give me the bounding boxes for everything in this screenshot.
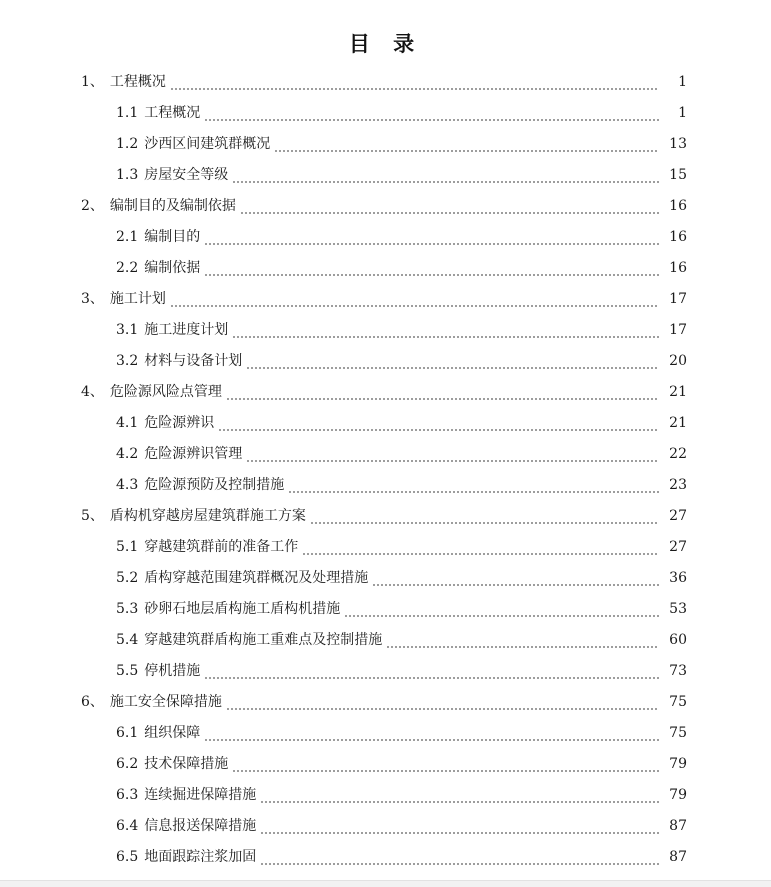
dot-leader (302, 537, 659, 557)
toc-entry-page: 21 (669, 414, 687, 431)
toc-entry-number: 4.1 (116, 414, 139, 431)
toc-entry-text: 施工进度计划 (144, 321, 229, 338)
dot-leader (218, 413, 659, 433)
toc-entry-number: 5.2 (116, 569, 139, 586)
toc-entry-page: 16 (669, 228, 687, 245)
toc-entry[interactable] (0, 190, 771, 221)
toc-entry[interactable] (0, 97, 771, 128)
toc-entry-label (116, 599, 342, 619)
dot-leader (204, 258, 659, 278)
toc-entry[interactable] (0, 779, 771, 810)
toc-entry-page: 15 (669, 166, 687, 183)
toc-entry-page: 79 (669, 755, 687, 772)
toc-entry-label (116, 227, 202, 247)
toc-entry-label (116, 568, 370, 588)
dot-leader (260, 785, 659, 805)
dot-leader (274, 134, 659, 154)
toc-entry-label (116, 351, 244, 371)
toc-entry-label (116, 413, 216, 433)
toc-entry-page: 79 (669, 786, 687, 803)
toc-entry[interactable] (0, 469, 771, 500)
toc-entry[interactable] (0, 810, 771, 841)
toc-entry-text: 危险源风险点管理 (109, 383, 222, 400)
toc-entry-number: 2、 (81, 197, 104, 214)
toc-entry-page: 20 (669, 352, 687, 369)
toc-entry-page: 16 (669, 197, 687, 214)
toc-entry-number: 5.1 (116, 538, 139, 555)
toc-entry-label (116, 103, 202, 123)
toc-entry-text: 编制依据 (144, 259, 201, 276)
toc-entry-text: 编制目的 (144, 228, 201, 245)
toc-entry[interactable] (0, 655, 771, 686)
toc-entry-page: 73 (669, 662, 687, 679)
toc-entry-text: 穿越建筑群盾构施工重难点及控制措施 (144, 631, 383, 648)
toc-entry-number: 6.5 (116, 848, 139, 865)
toc-entry[interactable] (0, 531, 771, 562)
toc-entry-page: 23 (669, 476, 687, 493)
toc-entry-text: 工程概况 (144, 104, 201, 121)
dot-leader (260, 847, 659, 867)
toc-entry-number: 6、 (81, 693, 104, 710)
toc-entry-text: 穿越建筑群前的准备工作 (144, 538, 299, 555)
toc-entry-page: 22 (669, 445, 687, 462)
toc-entry-text: 连续掘进保障措施 (144, 786, 257, 803)
toc-entry[interactable] (0, 345, 771, 376)
toc-entry-number: 5、 (81, 507, 104, 524)
toc-entry-page: 75 (669, 693, 687, 710)
toc-entry[interactable] (0, 283, 771, 314)
toc-entry-label (116, 847, 258, 867)
toc-entry[interactable] (0, 314, 771, 345)
dot-leader (344, 599, 659, 619)
toc-entry-number: 4、 (81, 383, 104, 400)
dot-leader (204, 723, 659, 743)
dot-leader (288, 475, 659, 495)
toc-entry-number: 1.1 (116, 104, 139, 121)
toc-entry-label (81, 382, 224, 402)
toc-entry-number: 1、 (81, 73, 104, 90)
toc-entry-number: 2.2 (116, 259, 139, 276)
toc-entry[interactable] (0, 624, 771, 655)
dot-leader (260, 816, 659, 836)
toc-entry-text: 工程概况 (109, 73, 166, 90)
dot-leader (170, 289, 659, 309)
toc-entry-label (116, 630, 384, 650)
toc-entry-text: 沙西区间建筑群概况 (144, 135, 271, 152)
toc-entry[interactable] (0, 438, 771, 469)
toc-entry[interactable] (0, 221, 771, 252)
toc-entry-page: 13 (669, 135, 687, 152)
toc-entry[interactable] (0, 407, 771, 438)
toc-entry-label (116, 754, 230, 774)
toc-entry-label (81, 289, 168, 309)
toc-entry[interactable] (0, 128, 771, 159)
toc-entry[interactable] (0, 159, 771, 190)
toc-entry[interactable] (0, 500, 771, 531)
toc-entry-number: 3.2 (116, 352, 139, 369)
toc-entry-number: 5.3 (116, 600, 139, 617)
toc-entry[interactable] (0, 66, 771, 97)
toc-entry-page: 21 (669, 383, 687, 400)
toc-entry-label (116, 258, 202, 278)
toc-entry-label (81, 72, 168, 92)
toc-entry[interactable] (0, 252, 771, 283)
dot-leader (246, 444, 659, 464)
toc-entry-label (116, 444, 244, 464)
toc-entry-page: 16 (669, 259, 687, 276)
toc-entry-page: 1 (678, 104, 687, 121)
toc-entry-text: 危险源辨识 (144, 414, 215, 431)
toc-entry[interactable] (0, 748, 771, 779)
toc-entry-label (81, 692, 224, 712)
toc-entry-text: 编制目的及编制依据 (109, 197, 236, 214)
toc-entry-page: 75 (669, 724, 687, 741)
toc-entry-number: 6.3 (116, 786, 139, 803)
toc-entry-number: 2.1 (116, 228, 139, 245)
toc-entry-label (116, 165, 230, 185)
toc-entry-label (116, 475, 286, 495)
toc-entry-text: 施工计划 (109, 290, 166, 307)
toc-entry-text: 危险源辨识管理 (144, 445, 243, 462)
dot-leader (204, 103, 659, 123)
toc-entry[interactable] (0, 841, 771, 872)
toc-entry-text: 施工安全保障措施 (109, 693, 222, 710)
dot-leader (232, 165, 659, 185)
toc-entry-number: 3.1 (116, 321, 139, 338)
toc-entry[interactable] (0, 562, 771, 593)
toc-entry-page: 1 (678, 73, 687, 90)
toc-entry-number: 5.5 (116, 662, 139, 679)
toc-entry-text: 技术保障措施 (144, 755, 229, 772)
toc-entry-number: 5.4 (116, 631, 139, 648)
toc-entry-text: 砂卵石地层盾构施工盾构机措施 (144, 600, 341, 617)
toc-entry-text: 材料与设备计划 (144, 352, 243, 369)
toc-entry-page: 60 (669, 631, 687, 648)
toc-entry-number: 1.2 (116, 135, 139, 152)
toc-entry-text: 危险源预防及控制措施 (144, 476, 285, 493)
toc-entry-label (81, 196, 238, 216)
toc-list (0, 66, 771, 872)
toc-entry-number: 4.2 (116, 445, 139, 462)
toc-entry-label (116, 537, 300, 557)
toc-entry-page: 87 (669, 817, 687, 834)
toc-entry[interactable] (0, 593, 771, 624)
toc-entry-label (81, 506, 308, 526)
dot-leader (232, 320, 659, 340)
dot-leader (310, 506, 659, 526)
toc-entry-text: 房屋安全等级 (144, 166, 229, 183)
toc-entry-page: 27 (669, 538, 687, 555)
toc-entry-label (116, 134, 272, 154)
toc-entry[interactable] (0, 717, 771, 748)
dot-leader (386, 630, 659, 650)
toc-entry-label (116, 661, 202, 681)
toc-entry-label (116, 320, 230, 340)
toc-entry-page: 87 (669, 848, 687, 865)
dot-leader (232, 754, 659, 774)
dot-leader (226, 382, 659, 402)
dot-leader (204, 661, 659, 681)
toc-entry-text: 信息报送保障措施 (144, 817, 257, 834)
toc-entry-page: 27 (669, 507, 687, 524)
toc-entry-text: 组织保障 (144, 724, 201, 741)
toc-title: 目 录 (348, 32, 423, 56)
toc-entry[interactable] (0, 376, 771, 407)
toc-entry-text: 盾构穿越范围建筑群概况及处理措施 (144, 569, 369, 586)
toc-entry-label (116, 816, 258, 836)
toc-entry-label (116, 785, 258, 805)
toc-entry-page: 36 (669, 569, 687, 586)
toc-entry[interactable] (0, 686, 771, 717)
dot-leader (372, 568, 659, 588)
toc-entry-text: 盾构机穿越房屋建筑群施工方案 (109, 507, 306, 524)
toc-entry-text: 地面跟踪注浆加固 (144, 848, 257, 865)
toc-entry-number: 1.3 (116, 166, 139, 183)
toc-entry-number: 4.3 (116, 476, 139, 493)
toc-entry-number: 6.4 (116, 817, 139, 834)
toc-entry-text: 停机措施 (144, 662, 201, 679)
toc-entry-label (116, 723, 202, 743)
dot-leader (170, 72, 659, 92)
dot-leader (226, 692, 659, 712)
toc-entry-page: 17 (669, 290, 687, 307)
toc-entry-number: 6.1 (116, 724, 139, 741)
toc-entry-page: 53 (669, 600, 687, 617)
toc-entry-number: 3、 (81, 290, 104, 307)
toc-entry-page: 17 (669, 321, 687, 338)
toc-entry-number: 6.2 (116, 755, 139, 772)
dot-leader (246, 351, 659, 371)
dot-leader (240, 196, 659, 216)
dot-leader (204, 227, 659, 247)
